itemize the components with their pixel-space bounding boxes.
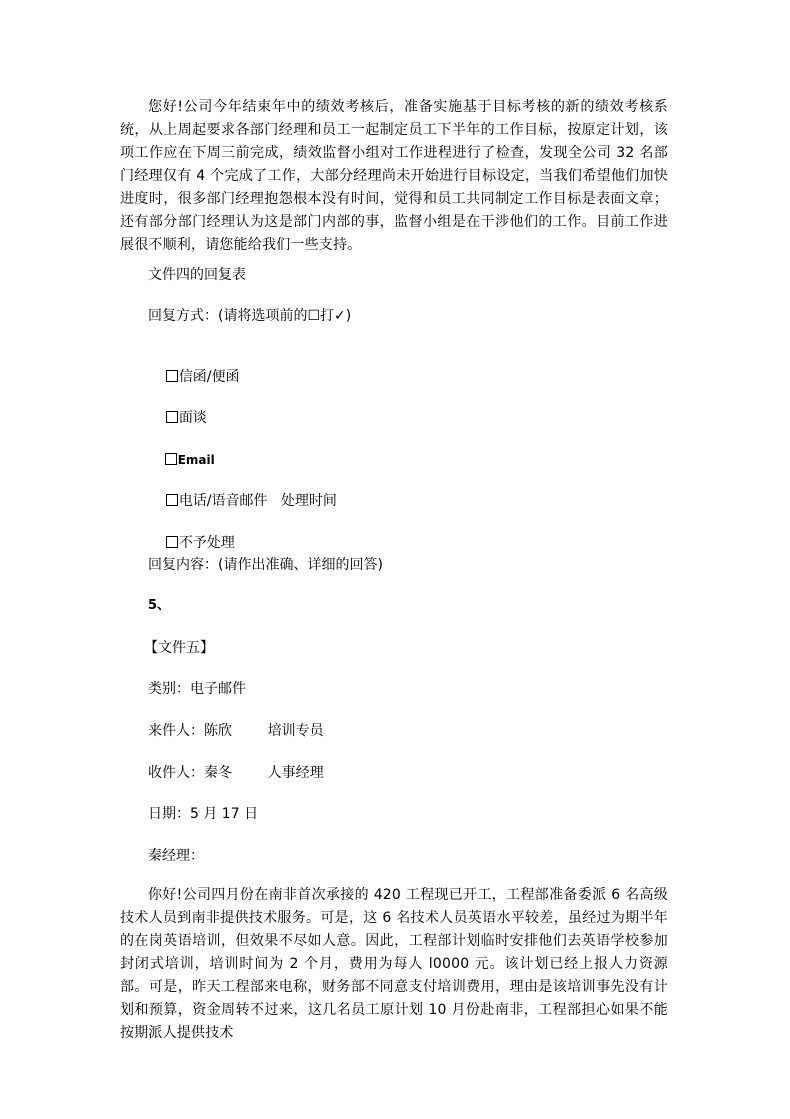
email-body-paragraph: 您好!公司今年结束年中的绩效考核后，准备实施基于目标考核的新的绩效考核系统，从上周起要求各部门经理和员工一起制定员工下半年的工作目标，按原定计划，该项工作应在下周三前完成，绩效监督小组对工作进程进行了检查，发现全公司 32 名部门经理仅有 4 个完成了工作，大部分经理尚未开始进行目标设定，当我们希望他们加快进度时，很多部门经理抱怨根本没有时间，觉得和员工共同制定工作目标是表面文章；还有部分部门经理认为这是部门内部的事，监督小组是在干涉他们的工作。目前工作进展很不顺利，请您能给我们一些支持。 xyxy=(120,99,668,253)
email-recipient: 收件人：秦冬 人事经理 xyxy=(148,765,324,781)
reply-form-title: 文件四的回复表 xyxy=(148,267,246,283)
email-category: 类别：电子邮件 xyxy=(148,681,246,697)
email-salutation: 秦经理： xyxy=(148,848,204,864)
checkbox-icon[interactable] xyxy=(166,370,178,382)
option-label: 面谈 xyxy=(178,410,207,426)
option-label: Email xyxy=(177,453,215,467)
option-label: 不予处理 xyxy=(178,535,235,551)
email-body-paragraph: 你好!公司四月份在南非首次承接的 420 工程现已开工，工程部准备委派 6 名高级技术人员到南非提供技术服务。可是，这 6 名技术人员英语水平较差，虽经过为期半年的在岗英语培训，但效果不尽如人意。因此，工程部计划临时安排他们去英语学校参加封闭式培训，培训时间为 2 个月，费用为每人 l0000 元。该计划已经上报人力资源部。可是，昨天工程部来电称，财务部不同意支付培训费用，理由是该培训事先没有计划和预算，资金周转不过来，这几名员工原计划 10 月份赴南非，工程部担心如果不能按期派人提供技术 xyxy=(120,887,668,1041)
email-date: 日期：5 月 17 日 xyxy=(148,806,259,822)
option-label: 电话/语音邮件 处理时间 xyxy=(178,493,337,509)
checkbox-icon[interactable] xyxy=(166,494,178,506)
section-number: 5、 xyxy=(148,598,171,613)
reply-method-label: 回复方式：(请将选项前的☐打✓) xyxy=(148,308,352,324)
checkbox-icon[interactable] xyxy=(166,536,178,548)
checkbox-icon[interactable] xyxy=(166,411,178,423)
reply-content-label: 回复内容：(请作出准确、详细的回答) xyxy=(148,557,383,573)
checkbox-icon[interactable] xyxy=(165,453,177,465)
option-label: 信函/便函 xyxy=(178,369,240,385)
email-sender: 来件人：陈欣 培训专员 xyxy=(148,723,324,739)
document-five-title: 【文件五】 xyxy=(144,640,214,656)
